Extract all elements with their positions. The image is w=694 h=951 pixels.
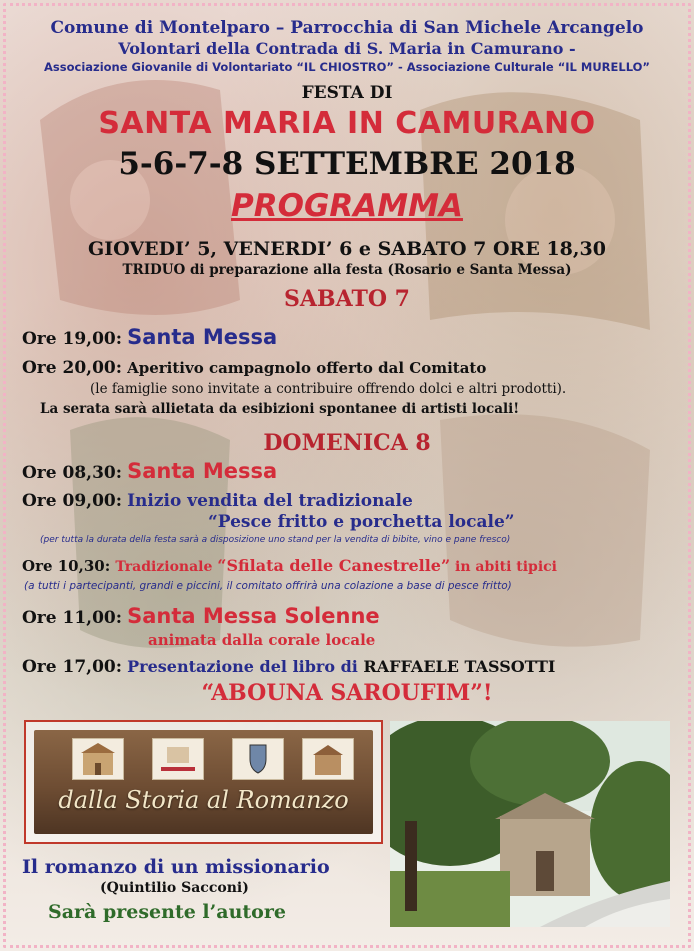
book-title: “ABOUNA SAROUFIM”! [201,680,493,706]
domenica-event-4-text-2: animata dalla corale locale [148,631,376,649]
banner-slogan: dalla Storia al Romanzo [58,786,349,814]
event-text: Santa Messa [127,459,278,483]
sabato-event-2 [22,358,486,378]
domenica-event-2 [22,491,413,511]
event-time: Ore 20,00: [22,358,123,378]
book-author-name: (Quintilio Sacconi) [100,880,249,896]
banner-image [34,730,373,834]
chapel-logo [302,738,354,780]
event-time: Ore 10,30: [22,557,111,575]
event-text-a: Tradizionale [115,559,218,575]
event-time: Ore 09,00: [22,491,123,511]
domenica-event-2-note: (per tutta la durata della festa sarà a disposizione uno stand per la vendita di bibite, vino e pane fresco) [40,535,511,545]
event-text: Aperitivo campagnolo offerto dal Comitato [127,359,487,377]
event-text-b: RAFFAELE TASSOTTI [363,657,556,676]
domenica-event-3-note: (a tutti i partecipanti, grandi e piccini, il comitato offrirà una colazione a base di pesce fritto) [24,580,512,592]
event-text: Santa Messa Solenne [127,604,380,628]
header-line-3: Associazione Giovanile di Volontariato “IL CHIOSTRO” - Associazione Culturale “IL MURELLO” [44,60,650,74]
event-dates: 5-6-7-8 SETTEMBRE 2018 [118,146,576,182]
comune-crest-logo [232,738,284,780]
programma-heading: PROGRAMMA [231,188,463,224]
header-line-2: Volontari della Contrada di S. Maria in Camurano - [118,39,576,58]
event-text-b: “Sfilata delle Canestrelle” [217,556,451,575]
event-text: Santa Messa [127,325,278,349]
header-line-1: Comune di Montelparo – Parrocchia di San Michele Arcangelo [50,18,644,38]
domenica-event-4 [22,604,380,628]
domenica-heading: DOMENICA 8 [263,430,431,456]
event-time: Ore 19,00: [22,329,123,349]
event-text-c: in abiti tipici [450,559,557,575]
domenica-event-1 [22,459,277,483]
book-banner [24,720,383,844]
sabato-heading: SABATO 7 [284,286,410,312]
church-logo [72,738,124,780]
triduo-description: TRIDUO di preparazione alla festa (Rosario e Santa Messa) [122,262,572,278]
event-time: Ore 17,00: [22,657,123,677]
triduo-days: GIOVEDI’ 5, VENERDI’ 6 e SABATO 7 ORE 18,30 [88,238,606,260]
event-time: Ore 11,00: [22,608,123,628]
domenica-event-2-text-2: “Pesce fritto e porchetta locale” [208,512,515,532]
sabato-event-1 [22,325,277,349]
book-subtitle: Il romanzo di un missionario [22,856,330,878]
author-presence-note: Sarà presente l’autore [48,901,286,923]
event-title: SANTA MARIA IN CAMURANO [98,106,596,141]
murello-logo [152,738,204,780]
sabato-event-2-note: (le famiglie sono invitate a contribuire offrendo dolci e altri prodotti). [90,381,567,397]
chapel-photo [390,721,670,927]
sabato-event-2-note-2: La serata sarà allietata da esibizioni spontanee di artisti locali! [40,401,520,417]
festa-label: FESTA DI [301,83,393,103]
event-text-a: Presentazione del libro di [127,657,364,676]
event-time: Ore 08,30: [22,463,123,483]
event-text: Inizio vendita del tradizionale [127,491,413,511]
domenica-event-5 [22,657,555,677]
domenica-event-3 [22,556,557,575]
